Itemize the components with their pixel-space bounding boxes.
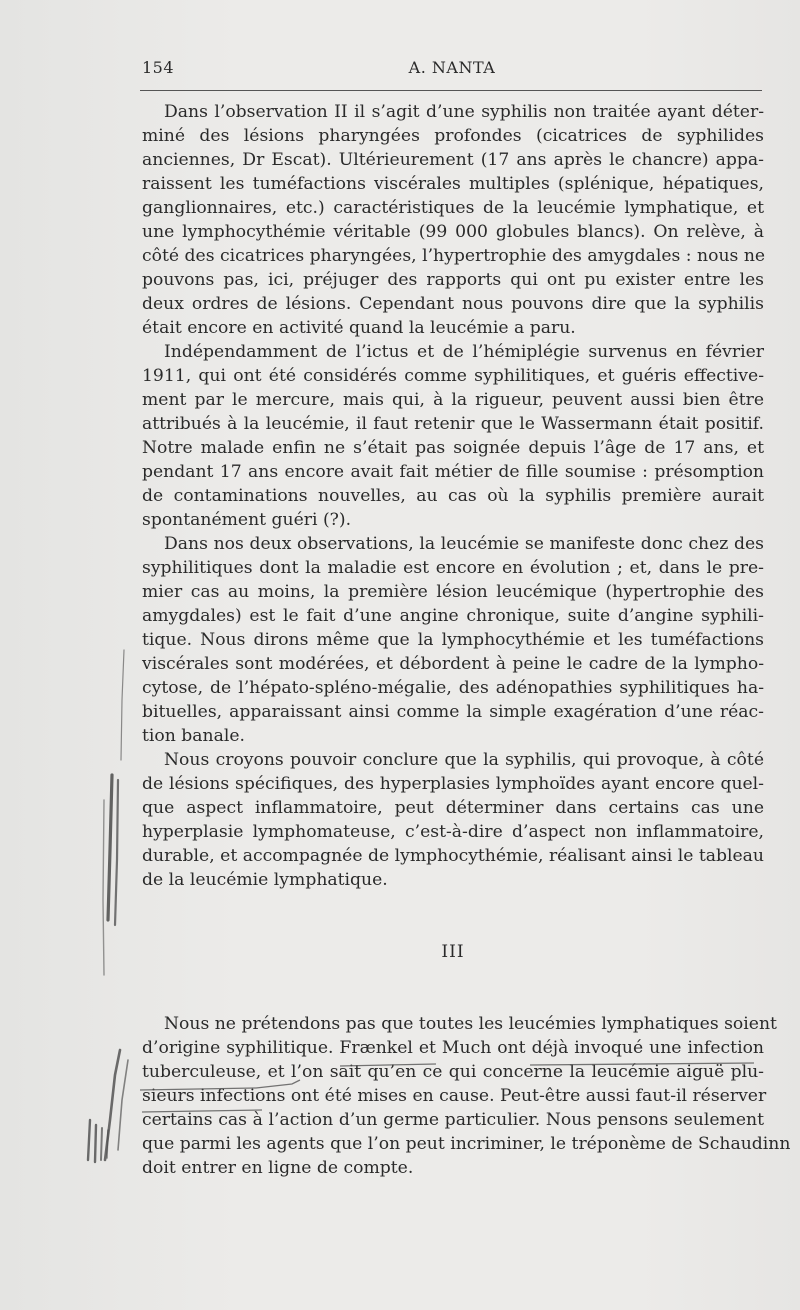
paragraph-1: [142, 100, 764, 340]
text-line: amygdales) est le fait d’une angine chronique, suite d’angine syphili-: [142, 606, 764, 626]
text-line: anciennes, Dr Escat). Ultérieurement (17 ans après le chancre) appa-: [142, 150, 764, 170]
text-line: côté des cicatrices pharyngées, l’hypertrophie des amygdales : nous ne: [142, 246, 766, 266]
text-line: Nous croyons pouvoir conclure que la syphilis, qui provoque, à côté: [164, 750, 764, 770]
text-line: bituelles, apparaissant ainsi comme la simple exagération d’une réac-: [142, 702, 764, 722]
text-line: ganglionnaires, etc.) caractéristiques de la leucémie lymphatique, et: [142, 198, 764, 218]
text-line: Nous ne prétendons pas que toutes les leucémies lymphatiques soient: [164, 1014, 777, 1034]
text-line: de la leucémie lymphatique.: [142, 870, 388, 890]
text-line: tuberculeuse, et l’on sait qu’en ce qui concerne la leucémie aiguë plu-: [142, 1062, 764, 1082]
text-line: de contaminations nouvelles, au cas où la syphilis première aurait: [142, 486, 764, 506]
text-line: Indépendamment de l’ictus et de l’hémiplégie survenus en février: [164, 342, 764, 362]
page-header: [142, 58, 762, 80]
text-line: Notre malade enfin ne s’était pas soignée depuis l’âge de 17 ans, et: [142, 438, 764, 458]
text-line: durable, et accompagnée de lymphocythémie, réalisant ainsi le tableau: [142, 846, 764, 866]
page-body: [142, 100, 791, 1180]
text-line: 1911, qui ont été considérés comme syphilitiques, et guéris effective-: [142, 366, 764, 386]
text-line: certains cas à l’action d’un germe particulier. Nous pensons seulement: [142, 1110, 764, 1130]
text-line: hyperplasie lymphomateuse, c’est-à-dire d’aspect non inflammatoire,: [142, 822, 764, 842]
paragraph-4: [142, 748, 764, 892]
text-line: cytose, de l’hépato-spléno-mégalie, des adénopathies syphilitiques ha-: [142, 678, 764, 698]
text-line: attribués à la leucémie, il faut retenir que le Wassermann était positif.: [142, 414, 764, 434]
text-line: que aspect inflammatoire, peut déterminer dans certains cas une: [142, 798, 764, 818]
section-heading: III: [441, 942, 465, 962]
running-head: A. NANTA: [408, 58, 496, 77]
header-rule: [140, 90, 762, 91]
text-line: une lymphocythémie véritable (99 000 globules blancs). On relève, à: [142, 222, 764, 242]
margin-pencil-marks: [88, 650, 128, 1162]
text-line: pouvons pas, ici, préjuger des rapports qui ont pu exister entre les: [142, 270, 764, 290]
text-line: deux ordres de lésions. Cependant nous pouvons dire que la syphilis: [142, 294, 764, 314]
text-line: pendant 17 ans encore avait fait métier de fille soumise : présomption: [142, 462, 764, 482]
text-line: sieurs infections ont été mises en cause. Peut-être aussi faut-il réserver: [142, 1086, 767, 1106]
text-line: miné des lésions pharyngées profondes (cicatrices de syphilides: [142, 126, 764, 146]
page-number: 154: [142, 58, 175, 77]
text-line: viscérales sont modérées, et débordent à peine le cadre de la lympho-: [142, 654, 764, 674]
text-line: était encore en activité quand la leucémie a paru.: [142, 318, 576, 338]
text-line: que parmi les agents que l’on peut incriminer, le tréponème de Schaudinn: [142, 1134, 791, 1154]
text-line: Dans nos deux observations, la leucémie se manifeste donc chez des: [164, 534, 764, 554]
text-line: tion banale.: [142, 726, 245, 746]
text-line: ment par le mercure, mais qui, à la rigueur, peuvent aussi bien être: [142, 390, 764, 410]
text-line: spontanément guéri (?).: [142, 510, 352, 530]
text-line: d’origine syphilitique. Frænkel et Much ont déjà invoqué une infection: [142, 1038, 764, 1058]
text-line: doit entrer en ligne de compte.: [142, 1158, 414, 1178]
paragraph-5: [142, 1012, 791, 1180]
text-line: syphilitiques dont la maladie est encore en évolution ; et, dans le pre-: [142, 558, 764, 578]
paragraph-2: [142, 340, 764, 532]
text-line: tique. Nous dirons même que la lymphocythémie et les tuméfactions: [142, 630, 764, 650]
text-line: raissent les tuméfactions viscérales multiples (splénique, hépatiques,: [142, 174, 764, 194]
text-line: Dans l’observation II il s’agit d’une syphilis non traitée ayant déter-: [164, 102, 764, 122]
text-line: mier cas au moins, la première lésion leucémique (hypertrophie des: [142, 582, 764, 602]
text-line: de lésions spécifiques, des hyperplasies lymphoïdes ayant encore quel-: [142, 774, 764, 794]
paragraph-3: [142, 532, 764, 748]
